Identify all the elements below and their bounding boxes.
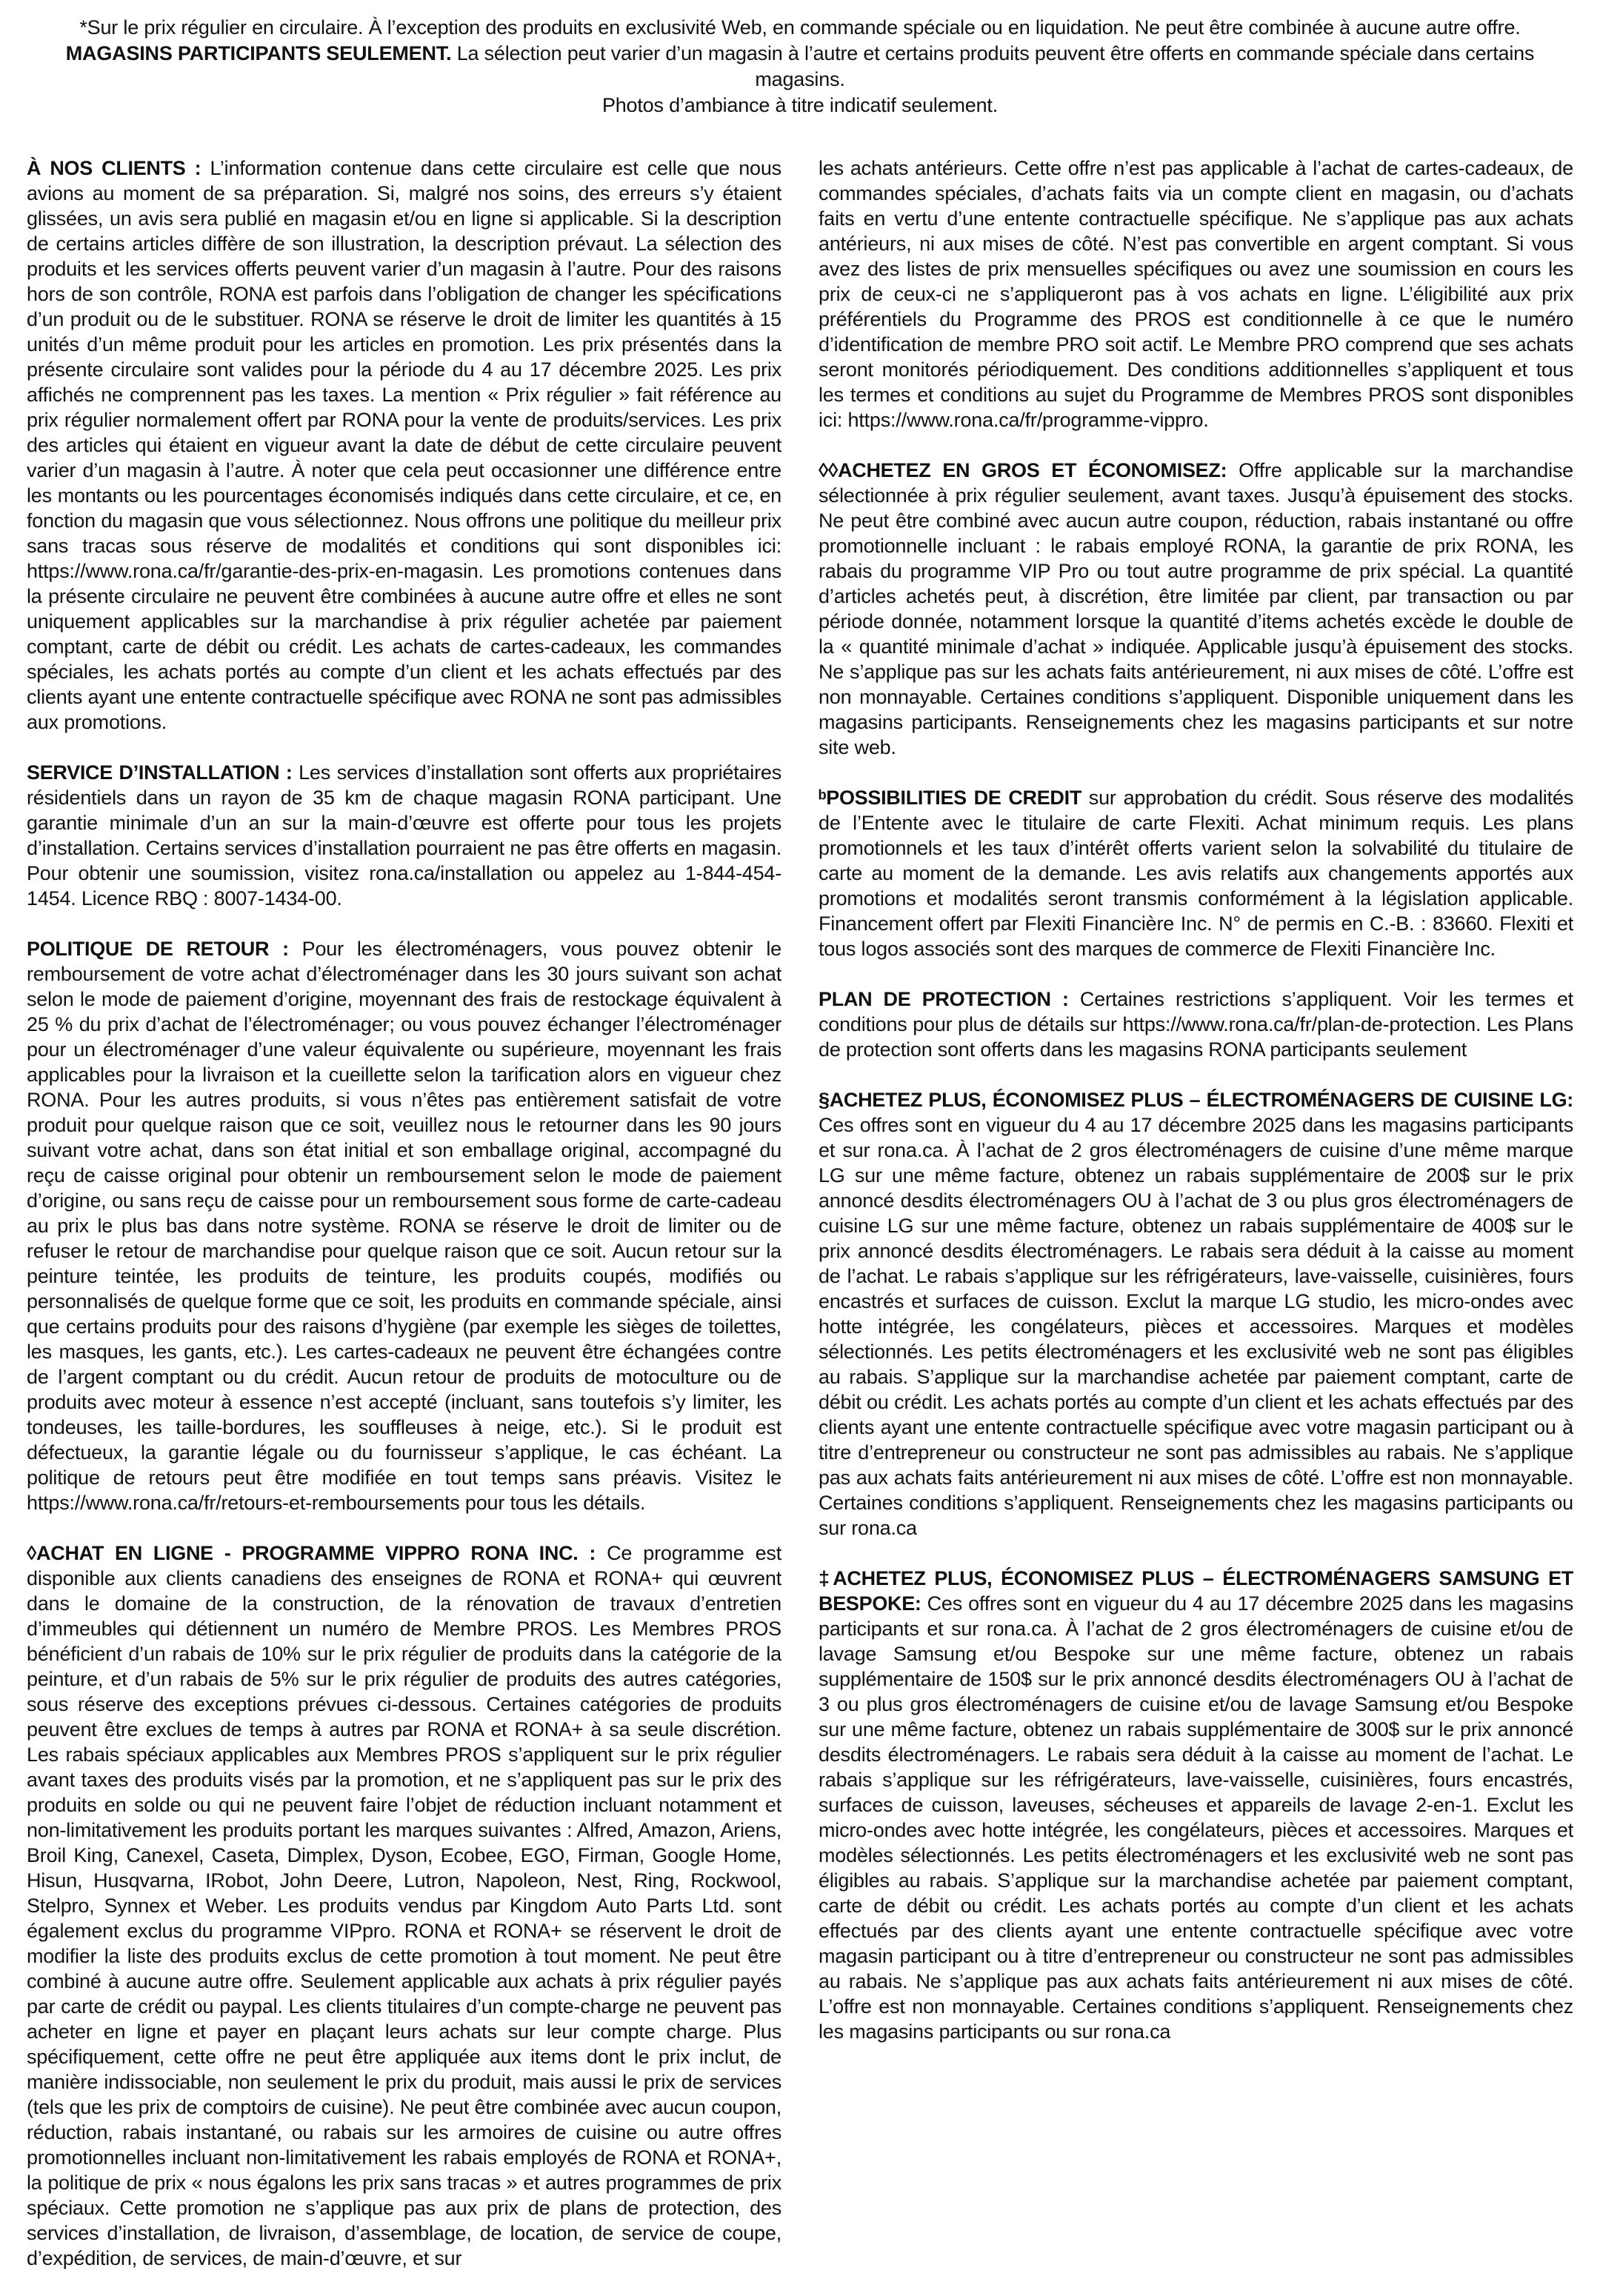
disclaimer-line-2 xyxy=(27,41,1573,93)
section-a-nos-clients xyxy=(27,156,781,735)
disclaimer-line-2-bold: MAGASINS PARTICIPANTS SEULEMENT. xyxy=(65,42,452,64)
section-heading: PLAN DE PROTECTION : xyxy=(819,988,1080,1010)
section-possibilities-de-credit xyxy=(819,785,1573,961)
section-achetez-plus-samsung-bespoke xyxy=(819,1566,1573,2044)
section-heading: À NOS CLIENTS : xyxy=(27,157,210,179)
section-body: Ce programme est disponible aux clients canadiens des enseignes de RONA et RONA+ qui œuvrent dans le domaine de la construction, de la rénovation de travaux d’entretien d’immeubles qui détiennent un numéro de Membre PROS. Les Membres PROS bénéficient d’un rabais de 10% sur le prix régulier de produits dans la catégorie de la peinture, et d’un rabais de 5% sur le prix régulier de produits des autres catégories, sous réserve des exceptions prévues ci-dessous. Certaines catégories de produits peuvent être exclues de temps à autres par RONA et RONA+ à sa seule discrétion. Les rabais spéciaux applicables aux Membres PROS s’appliquent sur le prix régulier avant taxes des produits visés par la promotion, et ne s’appliquent pas sur le prix des produits en solde ou qui ne peuvent faire l’objet de réduction incluant notamment et non-limitativement les produits portant les marques suivantes : Alfred, Amazon, Ariens, Broil King, Canexel, Caseta, Dimplex, Dyson, Ecobee, EGO, Firman, Google Home, Hisun, Husqvarna, IRobot, John Deere, Lutron, Napoleon, Nest, Ring, Rockwool, Stelpro, Synnex et Weber. Les produits vendus par Kingdom Auto Parts Ltd. sont également exclus du programme VIPpro. RONA et RONA+ se réservent le droit de modifier la liste des produits exclus de cette promotion à tout moment. Ne peut être combiné à aucune autre offre. Seulement applicable aux achats à prix régulier payés par carte de crédit ou paypal. Les clients titulaires d’un compte-charge ne peuvent pas acheter en ligne et payer en plaçant leurs achats sur leur compte charge. Plus spécifiquement, cette offre ne peut être appliquée aux items dont le prix inclut, de manière indissociable, non seulement le prix du produit, mais aussi le prix de services (tels que les prix de comptoirs de cuisine). Ne peut être combinée avec aucun coupon, réduction, rabais instantané, ou rabais sur les armoires de cuisine ou autre offres promotionnelles incluant non-limitativement les rabais employés de RONA et RONA+, la politique de prix « nous égalons les prix sans tracas » et autres programmes de prix spéciaux. Cette promotion ne s’applique pas aux prix de plans de protection, des services d’installation, de livraison, d’assemblage, de location, de service de coupe, d’expédition, de services, de main-d’œuvre, et sur xyxy=(27,1542,781,2269)
legal-columns xyxy=(27,156,1573,2296)
section-achat-en-ligne-vippro xyxy=(27,1541,781,2271)
section-service-installation xyxy=(27,760,781,911)
section-plan-de-protection xyxy=(819,987,1573,1062)
section-body: L’information contenue dans cette circulaire est celle que nous avions au moment de sa préparation. Si, malgré nos soins, des erreurs s’y étaient glissées, un avis sera publié en magasin et/ou en ligne si applicable. Si la description de certains articles diffère de son illustration, la description prévaut. La sélection des produits et les services offerts peuvent varier d’un magasin à l’autre. Pour des raisons hors de son contrôle, RONA est parfois dans l’obligation de changer les spécifications d’un produit ou de le substituer. RONA se réserve le droit de limiter les quantités à 15 unités d’un même produit pour les articles en promotion. Les prix présentés dans la présente circulaire sont valides pour la période du 4 au 17 décembre 2025. Les prix affichés ne comprennent pas les taxes. La mention « Prix régulier » fait référence au prix régulier normalement offert par RONA pour la vente de produits/services. Les prix des articles qui étaient en vigueur avant la date de début de cette circulaire peuvent varier d’un magasin à l’autre. À noter que cela peut occasionner une différence entre les montants ou les pourcentages économisés indiqués dans cette circulaire, et ce, en fonction du magasin que vous sélectionnez. Nous offrons une politique du meilleur prix sans tracas sous réserve de modalités et conditions qui sont disponibles ici: https://www.rona.ca/fr/garantie-des-prix-en-magasin. Les promotions contenues dans la présente circulaire ne peuvent être combinées à aucune autre offre et elles ne sont uniquement applicables sur la marchandise à prix régulier achetée par paiement comptant, carte de débit ou crédit. Les achats de cartes-cadeaux, les commandes spéciales, les achats portés au compte d’un client et les achats effectués par des clients ayant une entente contractuelle spécifique avec RONA ne sont pas admissibles aux promotions. xyxy=(27,157,781,733)
section-heading: §ACHETEZ PLUS, ÉCONOMISEZ PLUS – ÉLECTROMÉNAGERS DE CUISINE LG: xyxy=(819,1089,1573,1111)
top-disclaimer xyxy=(27,15,1573,119)
section-heading: ‡ACHETEZ PLUS, ÉCONOMISEZ PLUS – ÉLECTROMÉNAGERS SAMSUNG ET BESPOKE: xyxy=(819,1567,1573,1615)
section-heading: ◊ACHAT EN LIGNE - PROGRAMME VIPPRO RONA INC. : xyxy=(27,1542,607,1564)
section-body: Offre applicable sur la marchandise sélectionnée à prix régulier seulement, avant taxes. Jusqu’à épuisement des stocks. Ne peut être combiné avec aucun autre coupon, réduction, rabais instantané ou offre promotionnelle incluant : le rabais employé RONA, la garantie de prix RONA, les rabais du programme VIP Pro ou tout autre programme de prix spécial. La quantité d’articles achetés peut, à discrétion, être limitée par client, par transaction ou par période donnée, notamment lorsque la quantité d’items achetés excède le double de la « quantité minimale d’achat » indiquée. Applicable jusqu’à épuisement des stocks. Ne s’applique pas sur les achats faits antérieurement, ni aux mises de côté. L’offre est non monnayable. Certaines conditions s’appliquent. Disponible uniquement dans les magasins participants. Renseignements chez les magasins participants et sur notre site web. xyxy=(819,459,1573,758)
section-achetez-en-gros xyxy=(819,458,1573,760)
disclaimer-line-1: *Sur le prix régulier en circulaire. À l’exception des produits en exclusivité Web, en commande spéciale ou en liquidation. Ne peut être combinée à aucune autre offre. xyxy=(79,16,1521,39)
left-column xyxy=(27,156,781,2296)
section-body: Les services d’installation sont offerts aux propriétaires résidentiels dans un rayon de 35 km de chaque magasin RONA participant. Une garantie minimale d’un an sur la main-d’œuvre est offerte pour tous les projets d’installation. Certains services d’installation pourraient ne pas être offerts en magasin. Pour obtenir une soumission, visitez rona.ca/installation ou appelez au 1-844-454-1454. Licence RBQ : 8007-1434-00. xyxy=(27,761,782,910)
section-heading: SERVICE D’INSTALLATION : xyxy=(27,761,299,784)
section-body: sur approbation du crédit. Sous réserve des modalités de l’Entente avec le titulaire de carte Flexiti. Achat minimum requis. Les plans promotionnels et les taux d’intérêt offerts varient selon la solvabilité du titulaire de carte au moment de la demande. Les avis relatifs aux changements apportés aux promotions et modalités seront transmis conformément à la législation applicable. Financement offert par Flexiti Financière Inc. N° de permis en C.-B. : 83660. Flexiti et tous logos associés sont des marques de commerce de Flexiti Financière Inc. xyxy=(819,787,1573,960)
section-heading: ◊◊ACHETEZ EN GROS ET ÉCONOMISEZ: xyxy=(819,459,1239,481)
section-body: Ces offres sont en vigueur du 4 au 17 décembre 2025 dans les magasins participants et sur rona.ca. À l’achat de 2 gros électroménagers de cuisine et/ou de lavage Samsung et/ou Bespoke sur une même facture, obtenez un rabais supplémentaire de 150$ sur le prix annoncé desdits électroménagers OU à l’achat de 3 ou plus gros électroménagers de cuisine et/ou de lavage Samsung et/ou Bespoke sur une même facture, obtenez un rabais supplémentaire de 300$ sur le prix annoncé desdits électroménagers. Le rabais sera déduit à la caisse au moment de l’achat. Le rabais s’applique sur les réfrigérateurs, lave-vaisselle, cuisinières, fours encastrés, surfaces de cuisson, laveuses, sécheuses et appareils de lavage 2-en-1. Exclut les micro-ondes avec hotte intégrée, les congélateurs, pièces et accessoires. Marques et modèles sélectionnés. Les petits électroménagers et les exclusivité web ne sont pas éligibles au rabais. S’applique sur la marchandise achetée par paiement comptant, carte de débit ou crédit. Les achats portés au compte d’un client et les achats effectués par des clients ayant une entente contractuelle spécifique avec votre magasin participant ou à titre d’entrepreneur ou constructeur ne sont pas admissibles au rabais. Ne s’applique pas aux achats faits antérieurement ni aux mises de côté. L’offre est non monnayable. Certaines conditions s’appliquent. Renseignements chez les magasins participants ou sur rona.ca xyxy=(819,1592,1574,2043)
section-body: Ces offres sont en vigueur du 4 au 17 décembre 2025 dans les magasins participants et sur rona.ca. À l’achat de 2 gros électroménagers de cuisine d’une même marque LG sur une même facture, obtenez un rabais supplémentaire de 200$ sur le prix annoncé desdits électroménagers OU à l’achat de 3 ou plus gros électroménagers de cuisine LG sur une même facture, obtenez un rabais supplémentaire de 400$ sur le prix annoncé desdits électroménagers. Le rabais sera déduit à la caisse au moment de l’achat. Le rabais s’applique sur les réfrigérateurs, lave-vaisselle, cuisinières, fours encastrés et surfaces de cuisson. Exclut la marque LG studio, les micro-ondes avec hotte intégrée, les congélateurs, pièces et accessoires. Marques et modèles sélectionnés. Les petits électroménagers et les exclusivité web ne sont pas éligibles au rabais. S’applique sur la marchandise achetée par paiement comptant, carte de débit ou crédit. Les achats portés au compte d’un client et les achats effectués par des clients ayant une entente contractuelle spécifique avec votre magasin participant ou à titre d’entrepreneur ou constructeur ne sont pas admissibles au rabais. Ne s’applique pas aux achats faits antérieurement ni aux mises de côté. L’offre est non monnayable. Certaines conditions s’appliquent. Renseignements chez les magasins participants ou sur rona.ca xyxy=(819,1114,1573,1539)
section-body: Certaines restrictions s’appliquent. Voir les termes et conditions pour plus de détails sur https://www.rona.ca/fr/plan-de-protection. Les Plans de protection sont offerts dans les magasins RONA participants seulement xyxy=(819,988,1573,1061)
disclaimer-line-2-rest: La sélection peut varier d’un magasin à l’autre et certains produits peuvent être offerts en commande spéciale dans certains magasins. xyxy=(451,42,1535,90)
right-column xyxy=(819,156,1573,2296)
section-heading: POLITIQUE DE RETOUR : xyxy=(27,938,302,960)
disclaimer-line-3: Photos d’ambiance à titre indicatif seulement. xyxy=(601,94,999,116)
section-body: Pour les électroménagers, vous pouvez obtenir le remboursement de votre achat d’électroménager dans les 30 jours suivant son achat selon le mode de paiement d’origine, moyennant des frais de restockage équivalent à 25 % du prix d’achat de l’électroménager; ou vous pouvez échanger l’électroménager pour un électroménager d’une valeur équivalente ou supérieure, moyennant les frais applicables pour la livraison et la cueillette selon la tarification alors en vigueur chez RONA. Pour les autres produits, si vous n’êtes pas entièrement satisfait de votre produit pour quelque raison que ce soit, veuillez nous le retourner dans les 90 jours suivant votre achat, dans son état initial et son emballage original, accompagné du reçu de caisse original pour obtenir un remboursement selon le mode de paiement d’origine, ou sans reçu de caisse pour un remboursement sous forme de carte-cadeau au prix le plus bas dans notre système. RONA se réserve le droit de limiter ou de refuser le retour de marchandise pour quelque raison que ce soit. Aucun retour sur la peinture teintée, les produits de teinture, les produits coupés, modifiés ou personnalisés de quelque forme que ce soit, les produits en commande spéciale, ainsi que certains produits pour des raisons d’hygiène (par exemple les sièges de toilettes, les masques, les gants, etc.). Les cartes-cadeaux ne peuvent être échangées contre de l’argent comptant ou du crédit. Aucun retour de produits de motoculture ou de produits avec moteur à essence n’est accepté (incluant, sans toutefois s’y limiter, les tondeuses, les taille-bordures, les souffleuses à neige, etc.). Si le produit est défectueux, la garantie légale ou du fournisseur s’applique, le cas échéant. La politique de retours peut être modifiée en tout temps sans préavis. Visitez le https://www.rona.ca/fr/retours-et-remboursements pour tous les détails. xyxy=(27,938,781,1514)
section-politique-de-retour xyxy=(27,936,781,1515)
section-vippro-continuation xyxy=(819,156,1573,433)
section-achetez-plus-lg xyxy=(819,1087,1573,1541)
section-heading: ᵇPOSSIBILITIES DE CREDIT xyxy=(819,787,1089,809)
section-body: les achats antérieurs. Cette offre n’est pas applicable à l’achat de cartes-cadeaux, de commandes spéciales, d’achats faits via un compte client en magasin, ou d’achats faits en vertu d’une entente contractuelle spécifique. Ne s’applique pas aux achats antérieurs, ni aux mises de côté. N’est pas convertible en argent comptant. Si vous avez des listes de prix mensuelles spécifiques ou avez une soumission en cours les prix de ceux-ci ne s’appliqueront pas à vos achats en ligne. L’éligibilité aux prix préférentiels du Programme des PROS est conditionnelle à ce que le numéro d’identification de membre PRO soit actif. Le Membre PRO comprend que ses achats seront monitorés périodiquement. Des conditions additionnelles s’appliquent et tous les termes et conditions au sujet du Programme de Membres PROS sont disponibles ici: https://www.rona.ca/fr/programme-vippro. xyxy=(819,157,1573,431)
